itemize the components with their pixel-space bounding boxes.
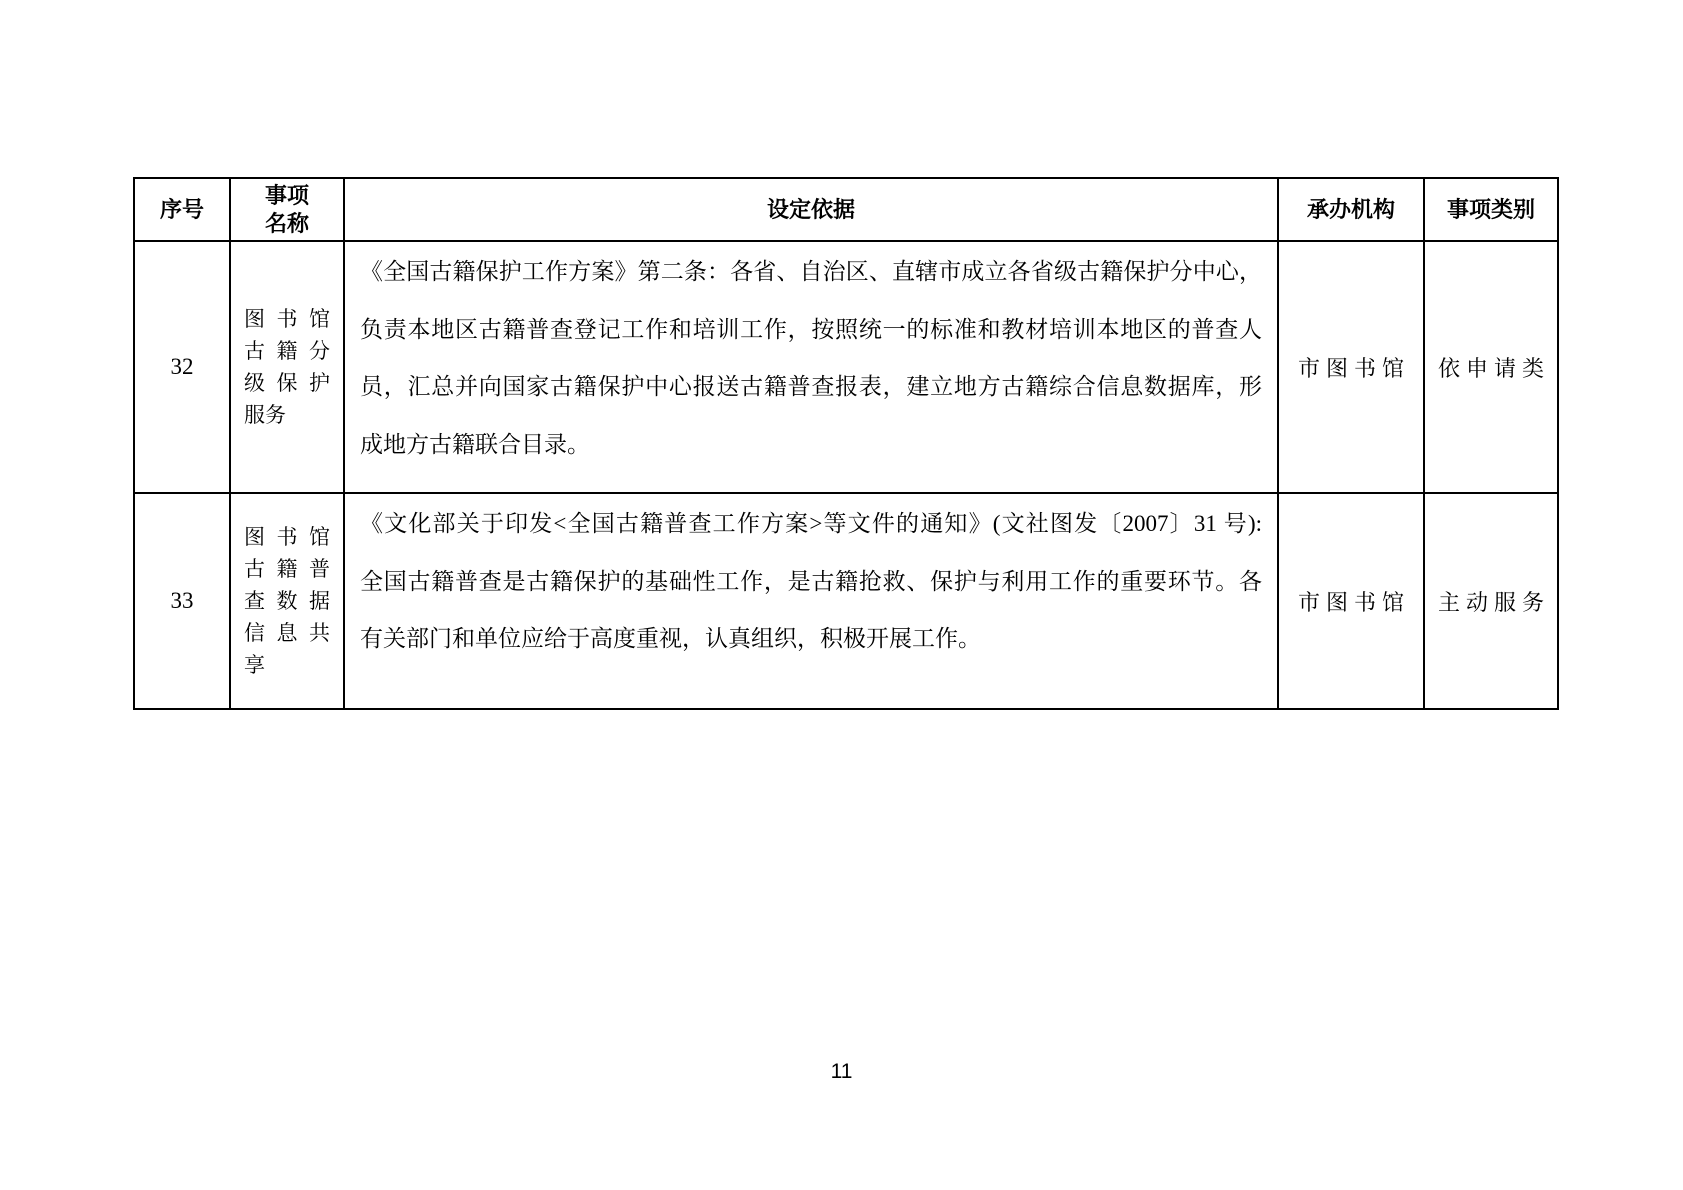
item-name-line: 古籍分 xyxy=(244,339,330,363)
header-seq: 序号 xyxy=(134,178,230,241)
header-basis: 设定依据 xyxy=(344,178,1278,241)
row-32-agency: 市图书馆 xyxy=(1278,241,1424,493)
basis-text-line: 成地方古籍联合目录。 xyxy=(360,431,590,457)
basis-text-line: 负责本地区古籍普查登记工作和培训工作，按照统一的标准和教材培训本地区的普查人 xyxy=(360,316,1262,342)
row-33-category: 主动服务 xyxy=(1424,493,1558,709)
header-item-name xyxy=(230,178,344,241)
item-name-line: 享 xyxy=(244,653,265,677)
item-name-line: 图书馆 xyxy=(244,525,330,549)
basis-text-line: 员，汇总并向国家古籍保护中心报送古籍普查报表，建立地方古籍综合信息数据库，形 xyxy=(360,374,1262,399)
item-name-line: 信息共 xyxy=(244,621,330,645)
header-category: 事项类别 xyxy=(1424,178,1558,241)
row-32-basis xyxy=(344,241,1278,493)
item-name-line: 服务 xyxy=(244,403,286,427)
header-item-name-line2: 名称 xyxy=(264,210,309,236)
header-item-name-line1: 事项 xyxy=(264,182,309,208)
row-32-seq: 32 xyxy=(134,241,230,493)
item-name-line: 查数据 xyxy=(244,589,330,613)
header-agency: 承办机构 xyxy=(1278,178,1424,241)
row-33-seq: 33 xyxy=(134,493,230,709)
row-33-basis xyxy=(344,493,1278,709)
basis-text-line: 有关部门和单位应给于高度重视，认真组织，积极开展工作。 xyxy=(360,626,981,651)
item-name-line: 图书馆 xyxy=(244,307,330,331)
table-row-33 xyxy=(134,493,1558,709)
row-33-item-name xyxy=(230,493,344,709)
table-row-32 xyxy=(134,241,1558,493)
row-33-agency: 市图书馆 xyxy=(1278,493,1424,709)
item-name-line: 级保护 xyxy=(244,371,330,395)
basis-text-line: 全国古籍普查是古籍保护的基础性工作，是古籍抢救、保护与利用工作的重要环节。各 xyxy=(360,568,1262,594)
service-items-table xyxy=(133,177,1559,710)
row-32-item-name xyxy=(230,241,344,493)
table-header-row xyxy=(134,178,1558,241)
item-name-line: 古籍普 xyxy=(244,557,330,581)
basis-text-line: 《文化部关于印发<全国古籍普查工作方案>等文件的通知》(文社图发〔2007〕31 号): xyxy=(360,511,1262,536)
row-32-category: 依申请类 xyxy=(1424,241,1558,493)
basis-text-line: 《全国古籍保护工作方案》第二条：各省、自治区、直辖市成立各省级古籍保护分中心， xyxy=(360,259,1262,284)
page-number: 11 xyxy=(830,1060,853,1083)
